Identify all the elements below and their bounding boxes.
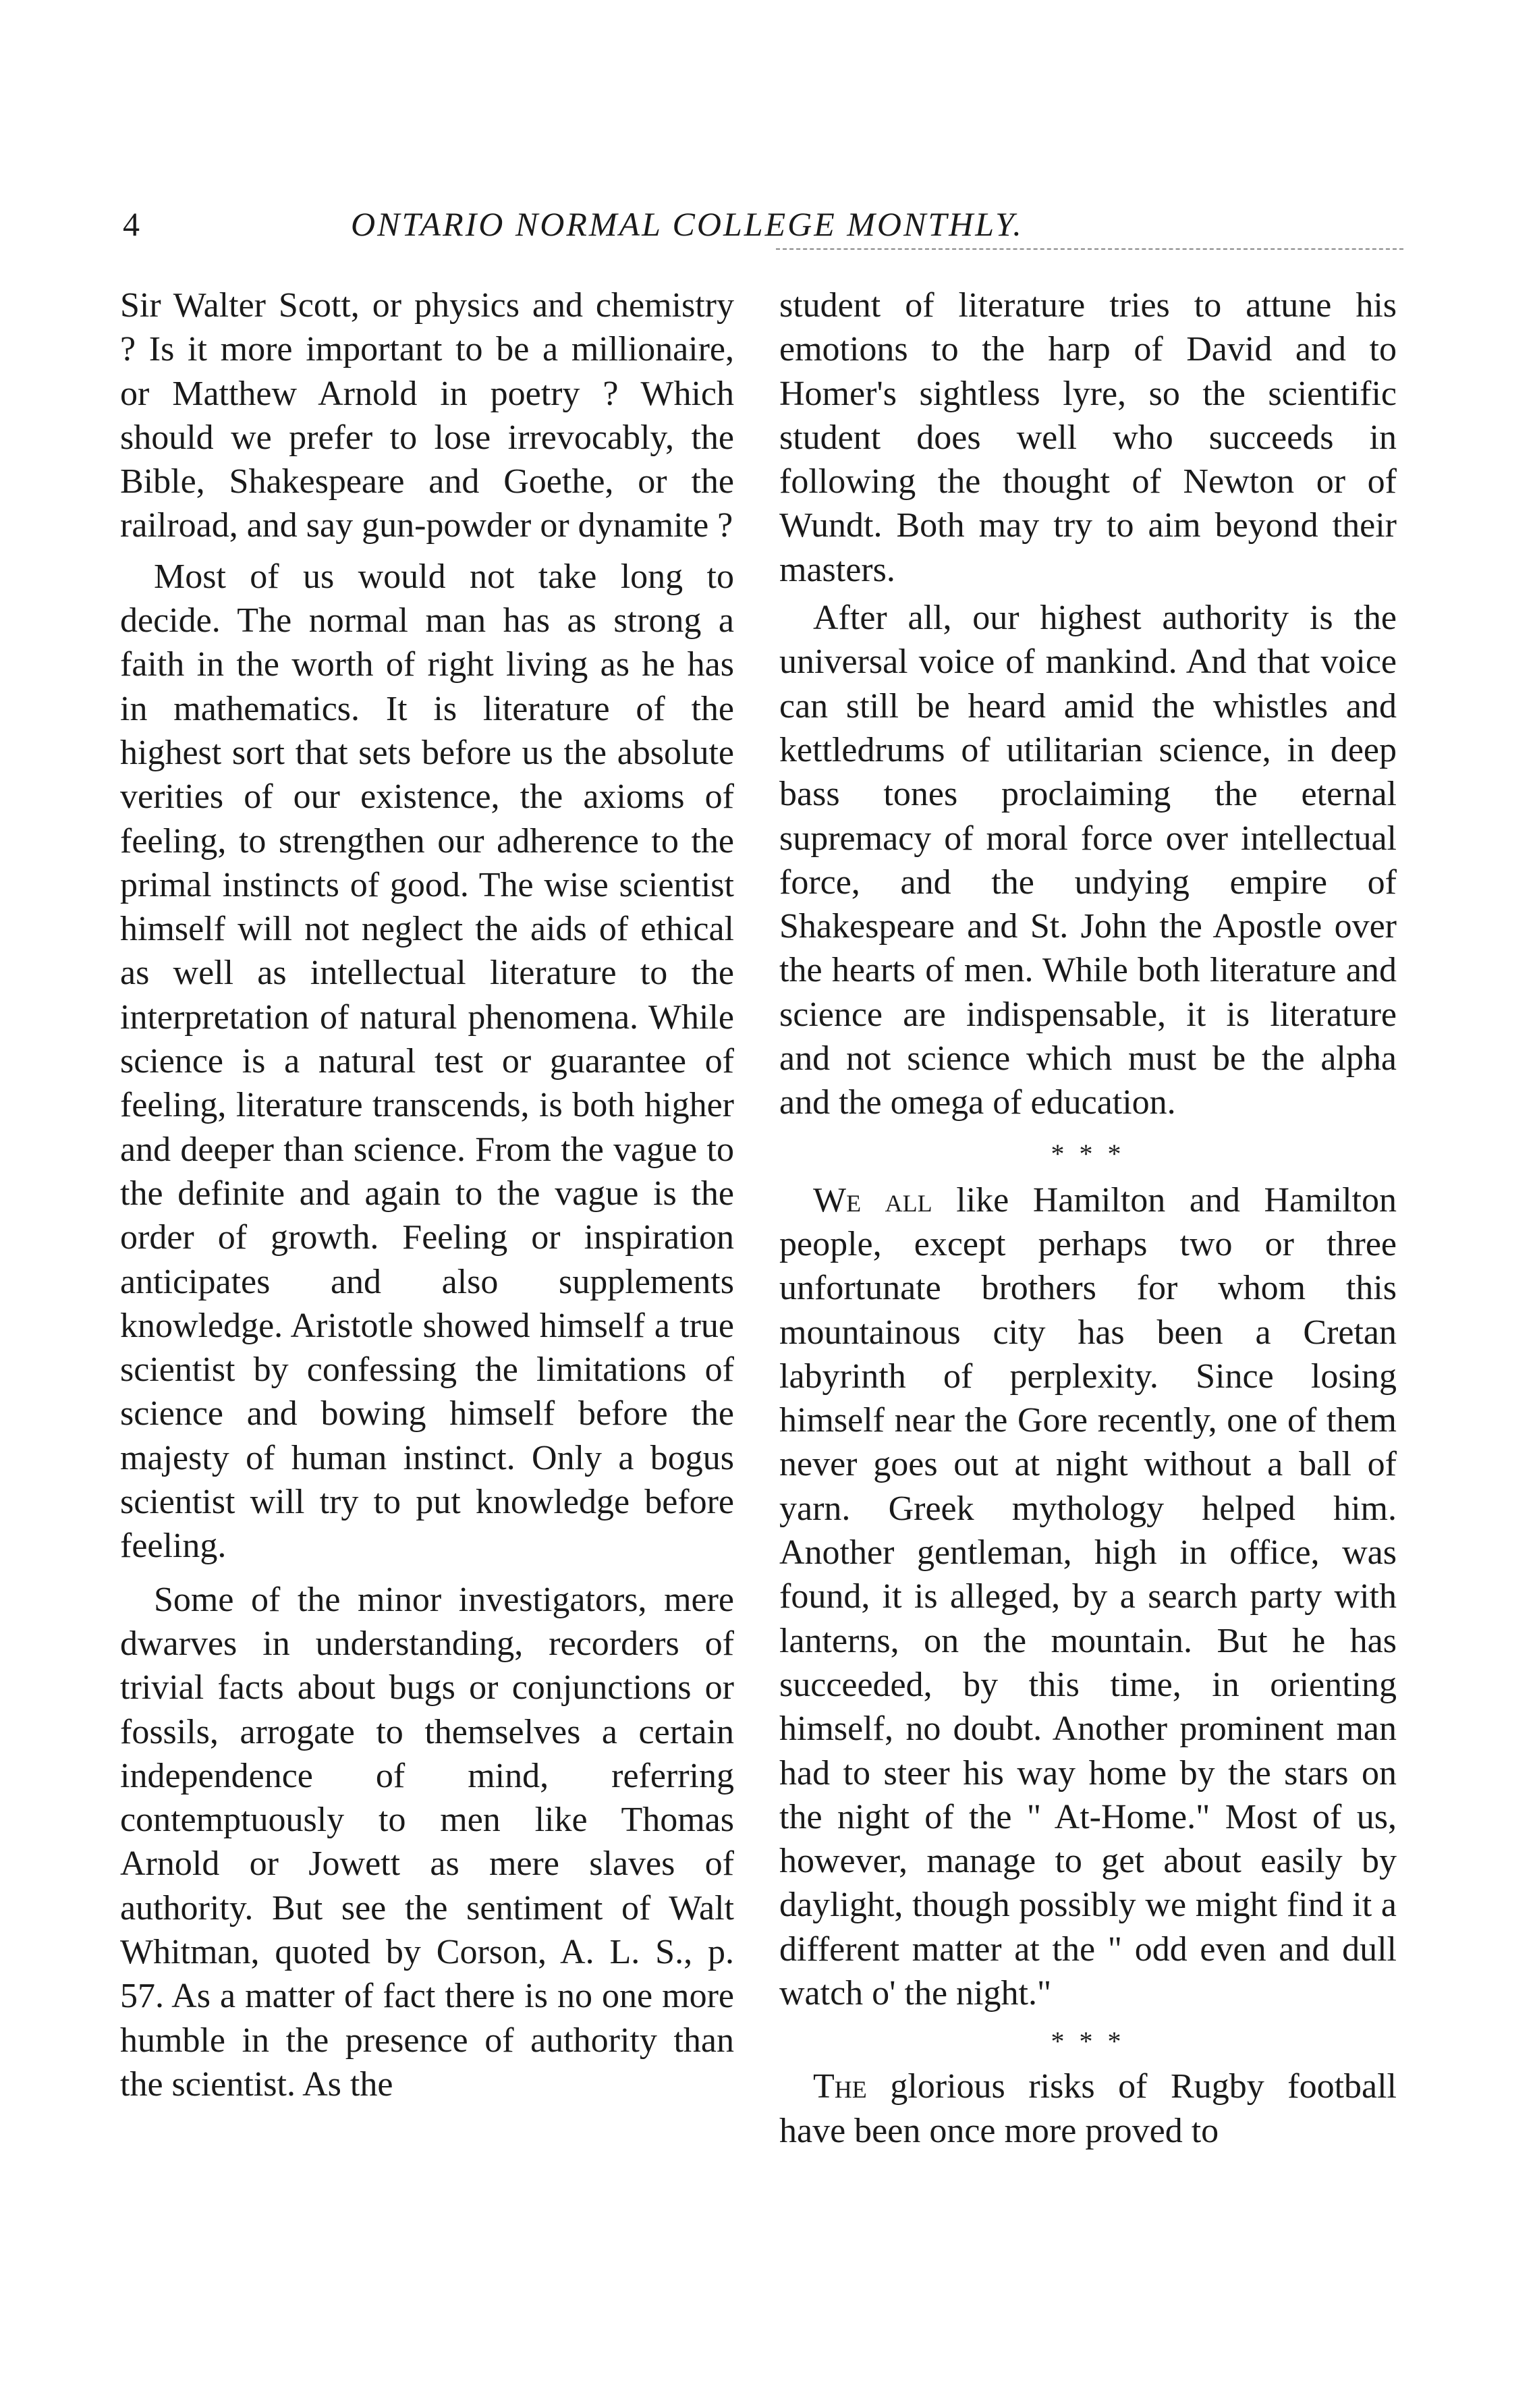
paragraph: student of literature tries to attune his emotions to the harp of David and to Homer's sightless lyre, so the scientific student does well who succeeds in following the thought of Newton or of Wundt. Both may try to aim beyond their masters. xyxy=(779,286,1397,589)
paragraph xyxy=(779,2064,1397,2153)
left-column xyxy=(120,283,734,2106)
paragraph: Most of us would not take long to decide. The normal man has as strong a faith in the worth of right living as he has in mathematics. It is literature of the highest sort that sets before us the absolute verities of our existence, the axioms of feeling, to strengthen our adherence to the primal instincts of good. The wise scientist himself will not neglect the aids of ethical as well as intellectual literature to the interpretation of natural phenomena. While science is a natural test or guarantee of feeling, literature transcends, is both higher and deeper than science. From the vague to the definite and again to the vague is the order of growth. Feeling or inspiration anticipates and also supplements knowledge. Aristotle showed himself a true scientist by confessing the limitations of science and bowing himself before the majesty of human instinct. Only a bogus scientist will try to put knowledge before feeling. xyxy=(120,557,734,1566)
lead-words: The xyxy=(813,2067,867,2106)
right-column xyxy=(779,283,1397,2153)
section-asterism: * * * xyxy=(1051,2026,1125,2057)
paragraph: Some of the minor investigators, mere dwarves in understanding, recorders of trivial facts about bugs or conjunctions or fossils, arrogate to themselves a certain independence of mind, referring contemptuously to men like Thomas Arnold or Jowett as mere slaves of authority. But see the sentiment of Walt Whitman, quoted by Corson, A. L. S., p. 57. As a matter of fact there is no one more humble in the presence of authority than the scientist. As the xyxy=(120,1580,734,2104)
paragraph: Sir Walter Scott, or physics and chemistry ? Is it more important to be a millionaire, or Matthew Arnold in poetry ? Which should we prefer to lose irrevocably, the Bible, Shakespeare and Goethe, or the railroad, and say gun-powder or dynamite ? xyxy=(120,286,734,545)
page-number: 4 xyxy=(123,205,140,243)
header-rule xyxy=(776,248,1403,250)
paragraph-body: glorious risks of Rugby football have been once more proved to xyxy=(779,2067,1397,2150)
section-asterism: * * * xyxy=(1051,1138,1125,1169)
lead-words: We all xyxy=(813,1180,932,1220)
page-header xyxy=(0,197,1535,251)
paragraph: After all, our highest authority is the universal voice of mankind. And that voice can still be heard amid the whistles and kettledrums of utilitarian science, in deep bass tones proclaiming the eternal supremacy of moral force over intellectual force, and the undying empire of Shakespeare and St. John the Apostle over the hearts of men. While both literature and science are indispensable, it is literature and not science which must be the alpha and the omega of education. xyxy=(779,599,1397,1122)
paragraph-body: like Hamilton and Hamilton people, except perhaps two or three unfortunate brothers for whom this mountainous city has been a Cretan labyrinth of perplexity. Since losing himself near the Gore recently, one of them never goes out at night without a ball of yarn. Greek mythology helped him. Another gentleman, high in office, was found, it is alleged, by a search party with lanterns, on the mountain. But he has succeeded, by this time, in orienting himself, no doubt. Another prominent man had to steer his way home by the stars on the night of the " At-Home." Most of us, however, manage to get about easily by daylight, though possibly we might find it a different matter at the " odd even and dull watch o' the night." xyxy=(779,1180,1397,2013)
running-title: ONTARIO NORMAL COLLEGE MONTHLY. xyxy=(351,205,1024,243)
paragraph xyxy=(779,1178,1397,2016)
